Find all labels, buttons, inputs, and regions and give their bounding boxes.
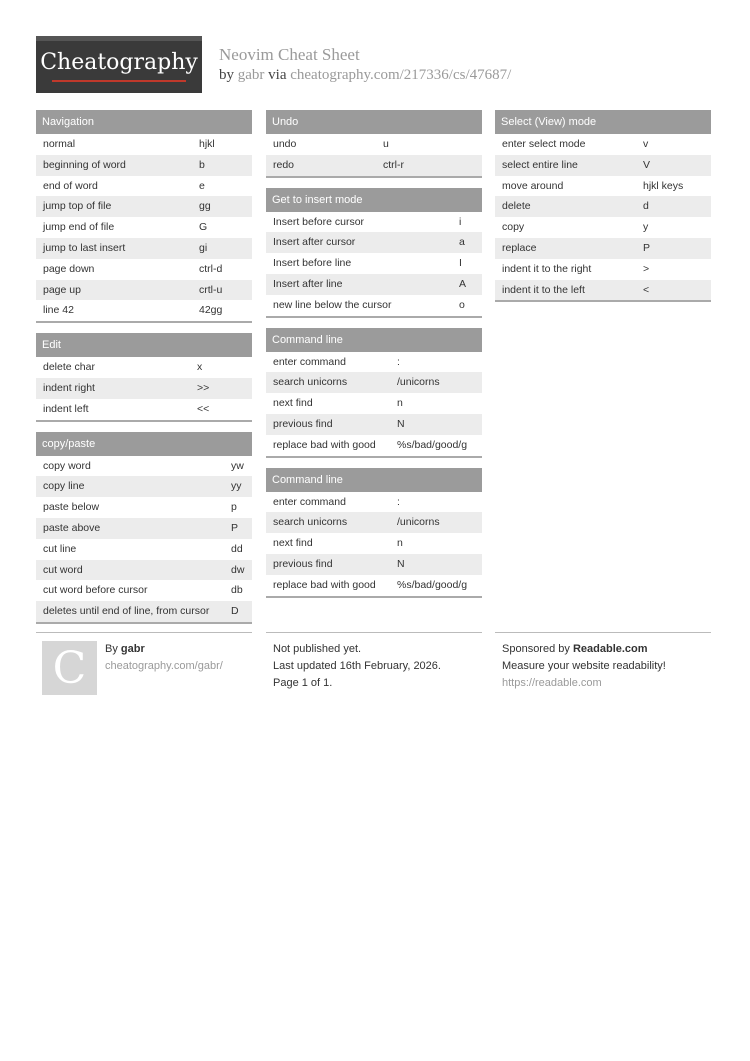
table-row (495, 280, 711, 301)
sponsor-link[interactable]: Readable.com (572, 643, 648, 655)
table-row (36, 357, 252, 378)
card-rows (266, 352, 482, 456)
table-row (266, 232, 482, 253)
row-label: end of word (43, 179, 98, 192)
row-value: : (397, 495, 400, 508)
table-row (266, 492, 482, 513)
table-row (36, 134, 252, 155)
table-row (36, 456, 252, 477)
card-rows (36, 134, 252, 321)
command-line-card (266, 328, 482, 458)
card-title: Get to insert mode (266, 188, 482, 212)
row-value: u (383, 138, 389, 150)
row-value: e (199, 179, 205, 192)
row-label: jump to last insert (43, 241, 126, 254)
row-value: /unicorns (397, 516, 440, 529)
insert-mode-card (266, 188, 482, 318)
row-label: move around (502, 179, 564, 192)
row-value: ctrl-r (383, 158, 404, 171)
row-label: cut word before cursor (43, 584, 148, 597)
avatar (42, 641, 97, 695)
table-row (266, 253, 482, 274)
row-label: Insert before line (273, 257, 352, 270)
row-value: yw (231, 459, 244, 472)
page-number-text: Page 1 of 1. (273, 677, 333, 689)
logo-top-strip (36, 36, 202, 41)
row-value: P (231, 521, 239, 534)
row-label: search unicorns (273, 376, 348, 389)
table-row (266, 435, 482, 456)
copypaste-card (36, 432, 252, 624)
table-row (36, 539, 252, 560)
row-value: hjkl keys (643, 179, 684, 192)
table-row (266, 352, 482, 373)
page-title: Neovim Cheat Sheet (219, 45, 360, 64)
row-label: previous find (273, 557, 333, 570)
row-value: << (197, 402, 210, 415)
row-value: 42gg (199, 304, 223, 317)
author-url-link[interactable]: cheatography.com/gabr/ (105, 660, 223, 672)
row-label: copy line (43, 480, 85, 493)
table-row (266, 533, 482, 554)
row-value: V (643, 158, 651, 171)
table-row (266, 155, 482, 176)
row-label: Insert after line (273, 277, 343, 290)
row-label: copy word (43, 459, 91, 472)
sponsor-footer (502, 641, 666, 692)
card-rows (36, 357, 252, 419)
row-value: P (643, 241, 651, 254)
table-row (495, 259, 711, 280)
footer-divider (36, 632, 252, 633)
navigation-card (36, 110, 252, 323)
table-row (36, 196, 252, 217)
card-rows (36, 456, 252, 622)
last-updated-text: Last updated 16th February, 2026. (273, 660, 441, 672)
by-prefix: by (219, 67, 234, 83)
table-row (36, 217, 252, 238)
row-value: dd (231, 542, 243, 555)
command-line-card-2 (266, 468, 482, 598)
author-footer (105, 641, 223, 675)
row-value: i (459, 215, 462, 228)
row-value: a (459, 236, 465, 249)
card-rows (266, 492, 482, 596)
row-label: delete (502, 200, 531, 213)
row-label: cut word (43, 563, 83, 576)
card-title: Select (View) mode (495, 110, 711, 134)
table-row (36, 399, 252, 420)
row-label: enter command (273, 355, 346, 368)
row-label: indent left (43, 402, 89, 415)
row-label: page down (43, 262, 95, 275)
sheet-url-link[interactable]: cheatography.com/217336/cs/47687/ (290, 67, 512, 83)
table-row (36, 476, 252, 497)
row-value: db (231, 584, 243, 597)
row-label: replace bad with good (273, 578, 376, 591)
card-title: Command line (266, 328, 482, 352)
table-row (266, 274, 482, 295)
row-label: enter select mode (502, 138, 586, 150)
row-label: indent it to the right (502, 262, 592, 275)
footer-author-link[interactable]: gabr (120, 643, 145, 655)
row-label: select entire line (502, 158, 578, 171)
row-value: %s/bad/good/g (397, 578, 468, 591)
table-row (266, 295, 482, 316)
table-row (266, 414, 482, 435)
row-value: G (199, 221, 208, 234)
table-row (266, 512, 482, 533)
row-label: delete char (43, 361, 95, 374)
row-value: gi (199, 241, 208, 254)
table-row (266, 212, 482, 233)
logo-underline (52, 80, 186, 82)
row-value: y (643, 221, 649, 234)
edit-card (36, 333, 252, 421)
avatar-letter: C (52, 643, 87, 694)
card-title: Command line (266, 468, 482, 492)
row-value: >> (197, 381, 210, 394)
row-label: next find (273, 537, 313, 550)
row-label: indent it to the left (502, 283, 585, 296)
sponsored-label: Sponsored by (502, 643, 570, 655)
title-block (219, 45, 511, 84)
author-link[interactable]: gabr (237, 67, 265, 83)
row-value: N (397, 417, 405, 430)
row-value: I (459, 257, 462, 270)
row-label: replace bad with good (273, 438, 376, 451)
card-title: Edit (36, 333, 252, 357)
row-label: search unicorns (273, 516, 348, 529)
table-row (36, 259, 252, 280)
undo-card (266, 110, 482, 178)
row-label: Insert before cursor (273, 215, 365, 228)
card-title: Navigation (36, 110, 252, 134)
row-value: D (231, 605, 239, 618)
row-value: dw (231, 563, 245, 576)
row-label: previous find (273, 417, 333, 430)
row-label: deletes until end of line, from cursor (43, 605, 210, 618)
table-row (36, 560, 252, 581)
row-label: normal (43, 138, 76, 150)
row-value: gg (199, 200, 211, 213)
column-1 (36, 110, 252, 634)
table-row (36, 378, 252, 399)
row-value: p (231, 501, 237, 514)
row-value: %s/bad/good/g (397, 438, 468, 451)
footer-divider (495, 632, 711, 633)
card-rows (266, 212, 482, 316)
row-value: hjkl (199, 138, 215, 150)
table-row (36, 580, 252, 601)
table-row (36, 601, 252, 622)
select-mode-card (495, 110, 711, 302)
row-value: x (197, 361, 203, 374)
cheatography-logo[interactable] (36, 36, 202, 93)
table-row (36, 518, 252, 539)
card-rows (266, 134, 482, 176)
table-row (36, 238, 252, 259)
row-value: crtl-u (199, 283, 223, 296)
row-label: next find (273, 397, 313, 410)
table-row (36, 280, 252, 301)
row-label: jump end of file (43, 221, 115, 234)
card-title: copy/paste (36, 432, 252, 456)
table-row (266, 134, 482, 155)
not-published-text: Not published yet. (273, 643, 362, 655)
row-value: /unicorns (397, 376, 440, 389)
table-row (495, 238, 711, 259)
row-label: page up (43, 283, 81, 296)
row-label: undo (273, 138, 297, 150)
row-value: d (643, 200, 649, 213)
table-row (495, 134, 711, 155)
card-rows (495, 134, 711, 300)
row-value: A (459, 277, 467, 290)
table-row (495, 155, 711, 176)
publish-info (273, 641, 441, 692)
row-label: enter command (273, 495, 346, 508)
table-row (495, 217, 711, 238)
row-label: replace (502, 241, 537, 254)
row-label: copy (502, 221, 525, 234)
table-row (266, 393, 482, 414)
table-row (36, 497, 252, 518)
row-label: paste below (43, 501, 100, 514)
row-value: < (643, 283, 650, 296)
row-value: n (397, 537, 403, 550)
row-value: n (397, 397, 403, 410)
logo-text: Cheatography (40, 50, 198, 75)
footer-divider (266, 632, 482, 633)
row-value: o (459, 298, 465, 311)
table-row (36, 155, 252, 176)
row-label: paste above (43, 521, 101, 534)
column-3 (495, 110, 711, 312)
row-label: jump top of file (43, 200, 112, 213)
table-row (36, 300, 252, 321)
table-row (495, 176, 711, 197)
table-row (266, 372, 482, 393)
row-label: beginning of word (43, 158, 126, 171)
sponsor-tagline: Measure your website readability! (502, 660, 666, 672)
via-text: via (268, 67, 287, 83)
sponsor-url-link[interactable]: https://readable.com (502, 677, 602, 689)
row-value: yy (231, 480, 242, 493)
row-value: b (199, 158, 205, 171)
column-2 (266, 110, 482, 608)
row-value: > (643, 262, 650, 275)
table-row (36, 176, 252, 197)
row-value: : (397, 355, 400, 368)
table-row (266, 554, 482, 575)
card-title: Undo (266, 110, 482, 134)
row-label: cut line (43, 542, 77, 555)
row-value: ctrl-d (199, 262, 223, 275)
row-label: line 42 (43, 304, 74, 317)
by-line (219, 66, 511, 84)
table-row (495, 196, 711, 217)
row-label: Insert after cursor (273, 236, 356, 249)
by-label: By (105, 643, 118, 655)
row-value: v (643, 138, 649, 150)
row-label: new line below the cursor (273, 298, 392, 311)
table-row (266, 575, 482, 596)
row-value: N (397, 557, 405, 570)
row-label: indent right (43, 381, 95, 394)
row-label: redo (273, 158, 295, 171)
